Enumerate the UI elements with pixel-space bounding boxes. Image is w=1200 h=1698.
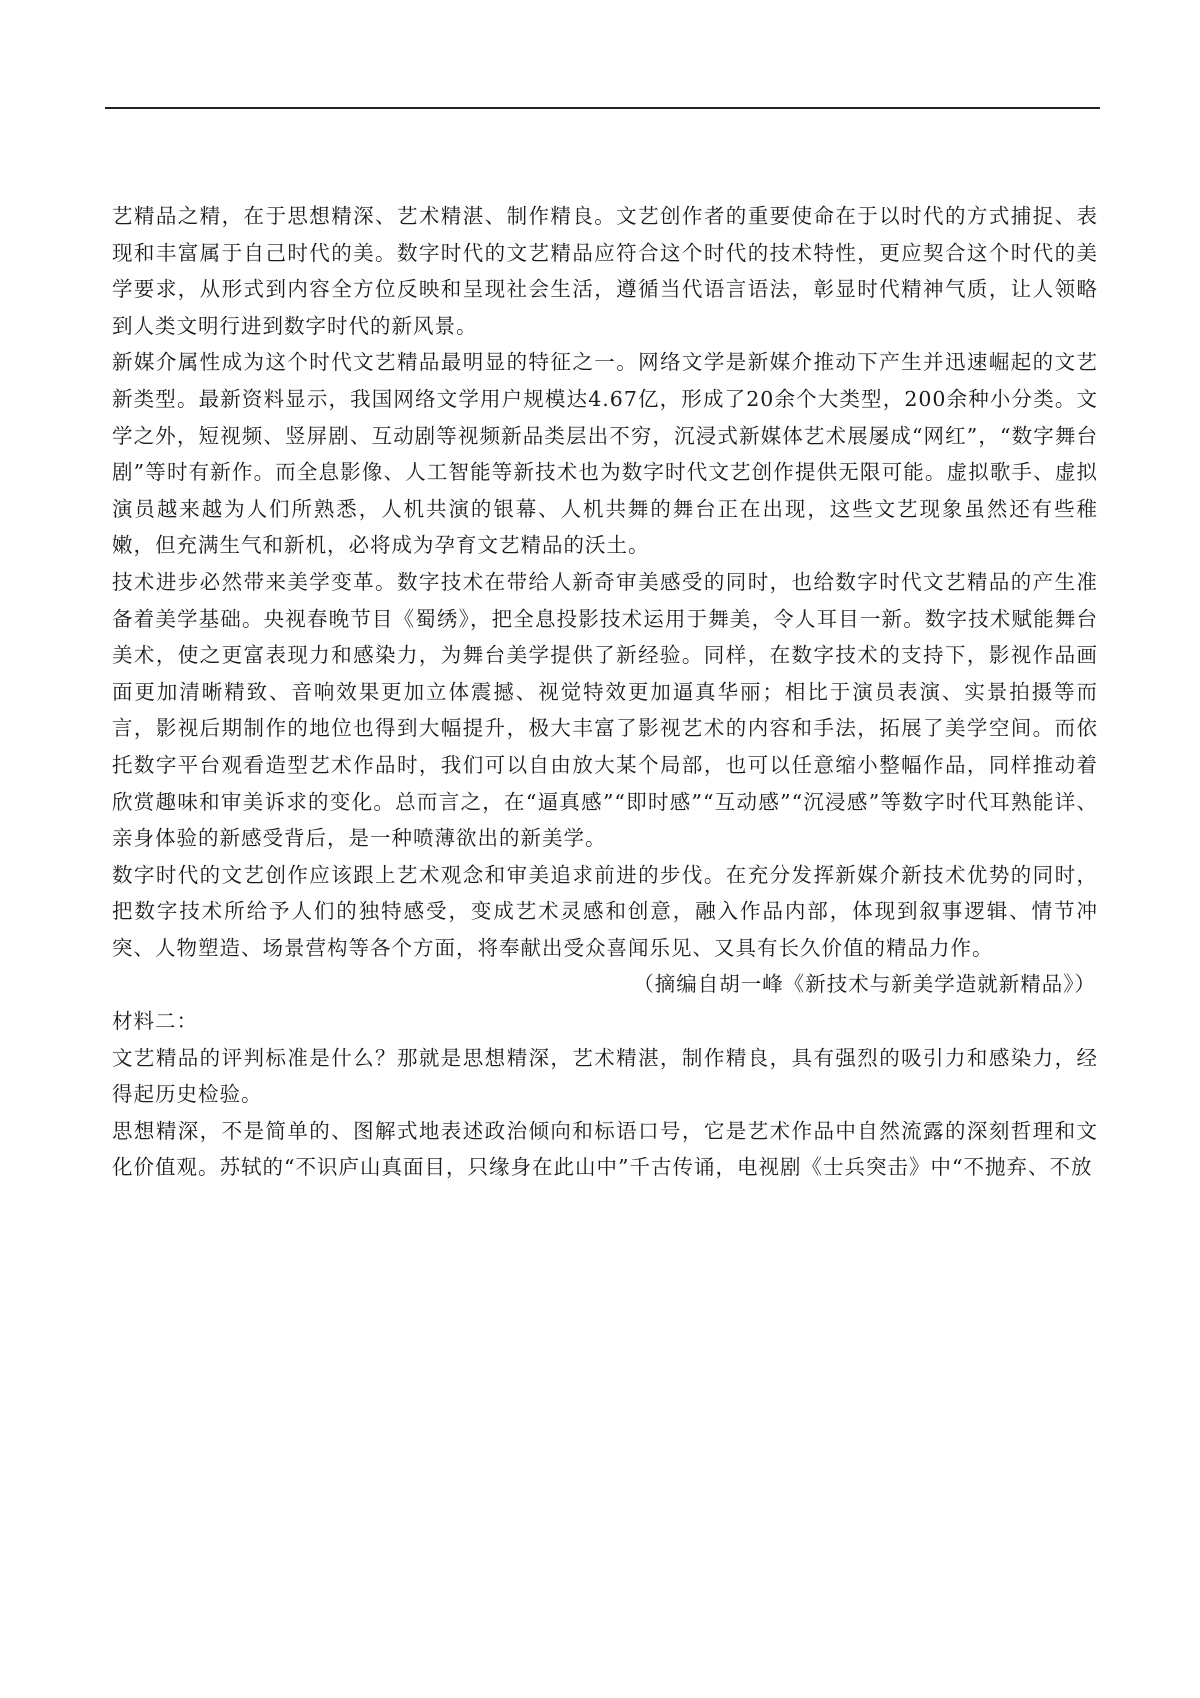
paragraph-5: 文艺精品的评判标准是什么？那就是思想精深，艺术精湛，制作精良，具有强烈的吸引力和感染力，经得起历史检验。 [112,1045,1098,1107]
paragraph-2: 新媒介属性成为这个时代文艺精品最明显的特征之一。网络文学是新媒介推动下产生并迅速崛起的文艺新类型。最新资料显示，我国网络文学用户规模达4.67亿，形成了20余个大类型，200余种小分类。文学之外，短视频、竖屏剧、互动剧等视频新品类层出不穷，沉浸式新媒体艺术展屡成“网红”，“数字舞台剧”等时有新作。而全息影像、人工智能等新技术也为数字时代文艺创作提供无限可能。虚拟歌手、虚拟演员越来越为人们所熟悉，人机共演的银幕、人机共舞的舞台正在出现，这些文艺现象虽然还有些稚嫩，但充满生气和新机，必将成为孕育文艺精品的沃土。 [112,350,1098,558]
section-label: 材料二： [112,1009,198,1034]
document-body [112,198,1098,1186]
paragraph-1: 艺精品之精，在于思想精深、艺术精湛、制作精良。文艺创作者的重要使命在于以时代的方式捕捉、表现和丰富属于自己时代的美。数字时代的文艺精品应符合这个时代的技术特性，更应契合这个时代的美学要求，从形式到内容全方位反映和呈现社会生活，遵循当代语言语法，彰显时代精神气质，让人领略到人类文明行进到数字时代的新风景。 [112,204,1098,338]
paragraph-4: 数字时代的文艺创作应该跟上艺术观念和审美追求前进的步伐。在充分发挥新媒介新技术优势的同时，把数字技术所给予人们的独特感受，变成艺术灵感和创意，融入作品内部，体现到叙事逻辑、情节冲突、人物塑造、场景营构等各个方面，将奉献出受众喜闻乐见、又具有长久价值的精品力作。 [112,862,1098,960]
source-citation: （摘编自胡一峰《新技术与新美学造就新精品》） [633,972,1096,997]
paragraph-3: 技术进步必然带来美学变革。数字技术在带给人新奇审美感受的同时，也给数字时代文艺精品的产生准备着美学基础。央视春晚节目《蜀绣》，把全息投影技术运用于舞美，令人耳目一新。数字技术赋能舞台美术，使之更富表现力和感染力，为舞台美学提供了新经验。同样，在数字技术的支持下，影视作品画面更加清晰精致、音响效果更加立体震撼、视觉特效更加逼真华丽；相比于演员表演、实景拍摄等而言，影视后期制作的地位也得到大幅提升，极大丰富了影视艺术的内容和手法，拓展了美学空间。而依托数字平台观看造型艺术作品时，我们可以自由放大某个局部，也可以任意缩小整幅作品，同样推动着欣赏趣味和审美诉求的变化。总而言之，在“逼真感”“即时感”“互动感”“沉浸感”等数字时代耳熟能详、亲身体验的新感受背后，是一种喷薄欲出的新美学。 [112,569,1098,851]
header-rule [105,107,1100,109]
paragraph-6: 思想精深，不是简单的、图解式地表述政治倾向和标语口号，它是艺术作品中自然流露的深刻哲理和文化价值观。苏轼的“不识庐山真面目，只缘身在此山中”千古传诵，电视剧《士兵突击》中“不抛弃、不放 [112,1118,1098,1180]
